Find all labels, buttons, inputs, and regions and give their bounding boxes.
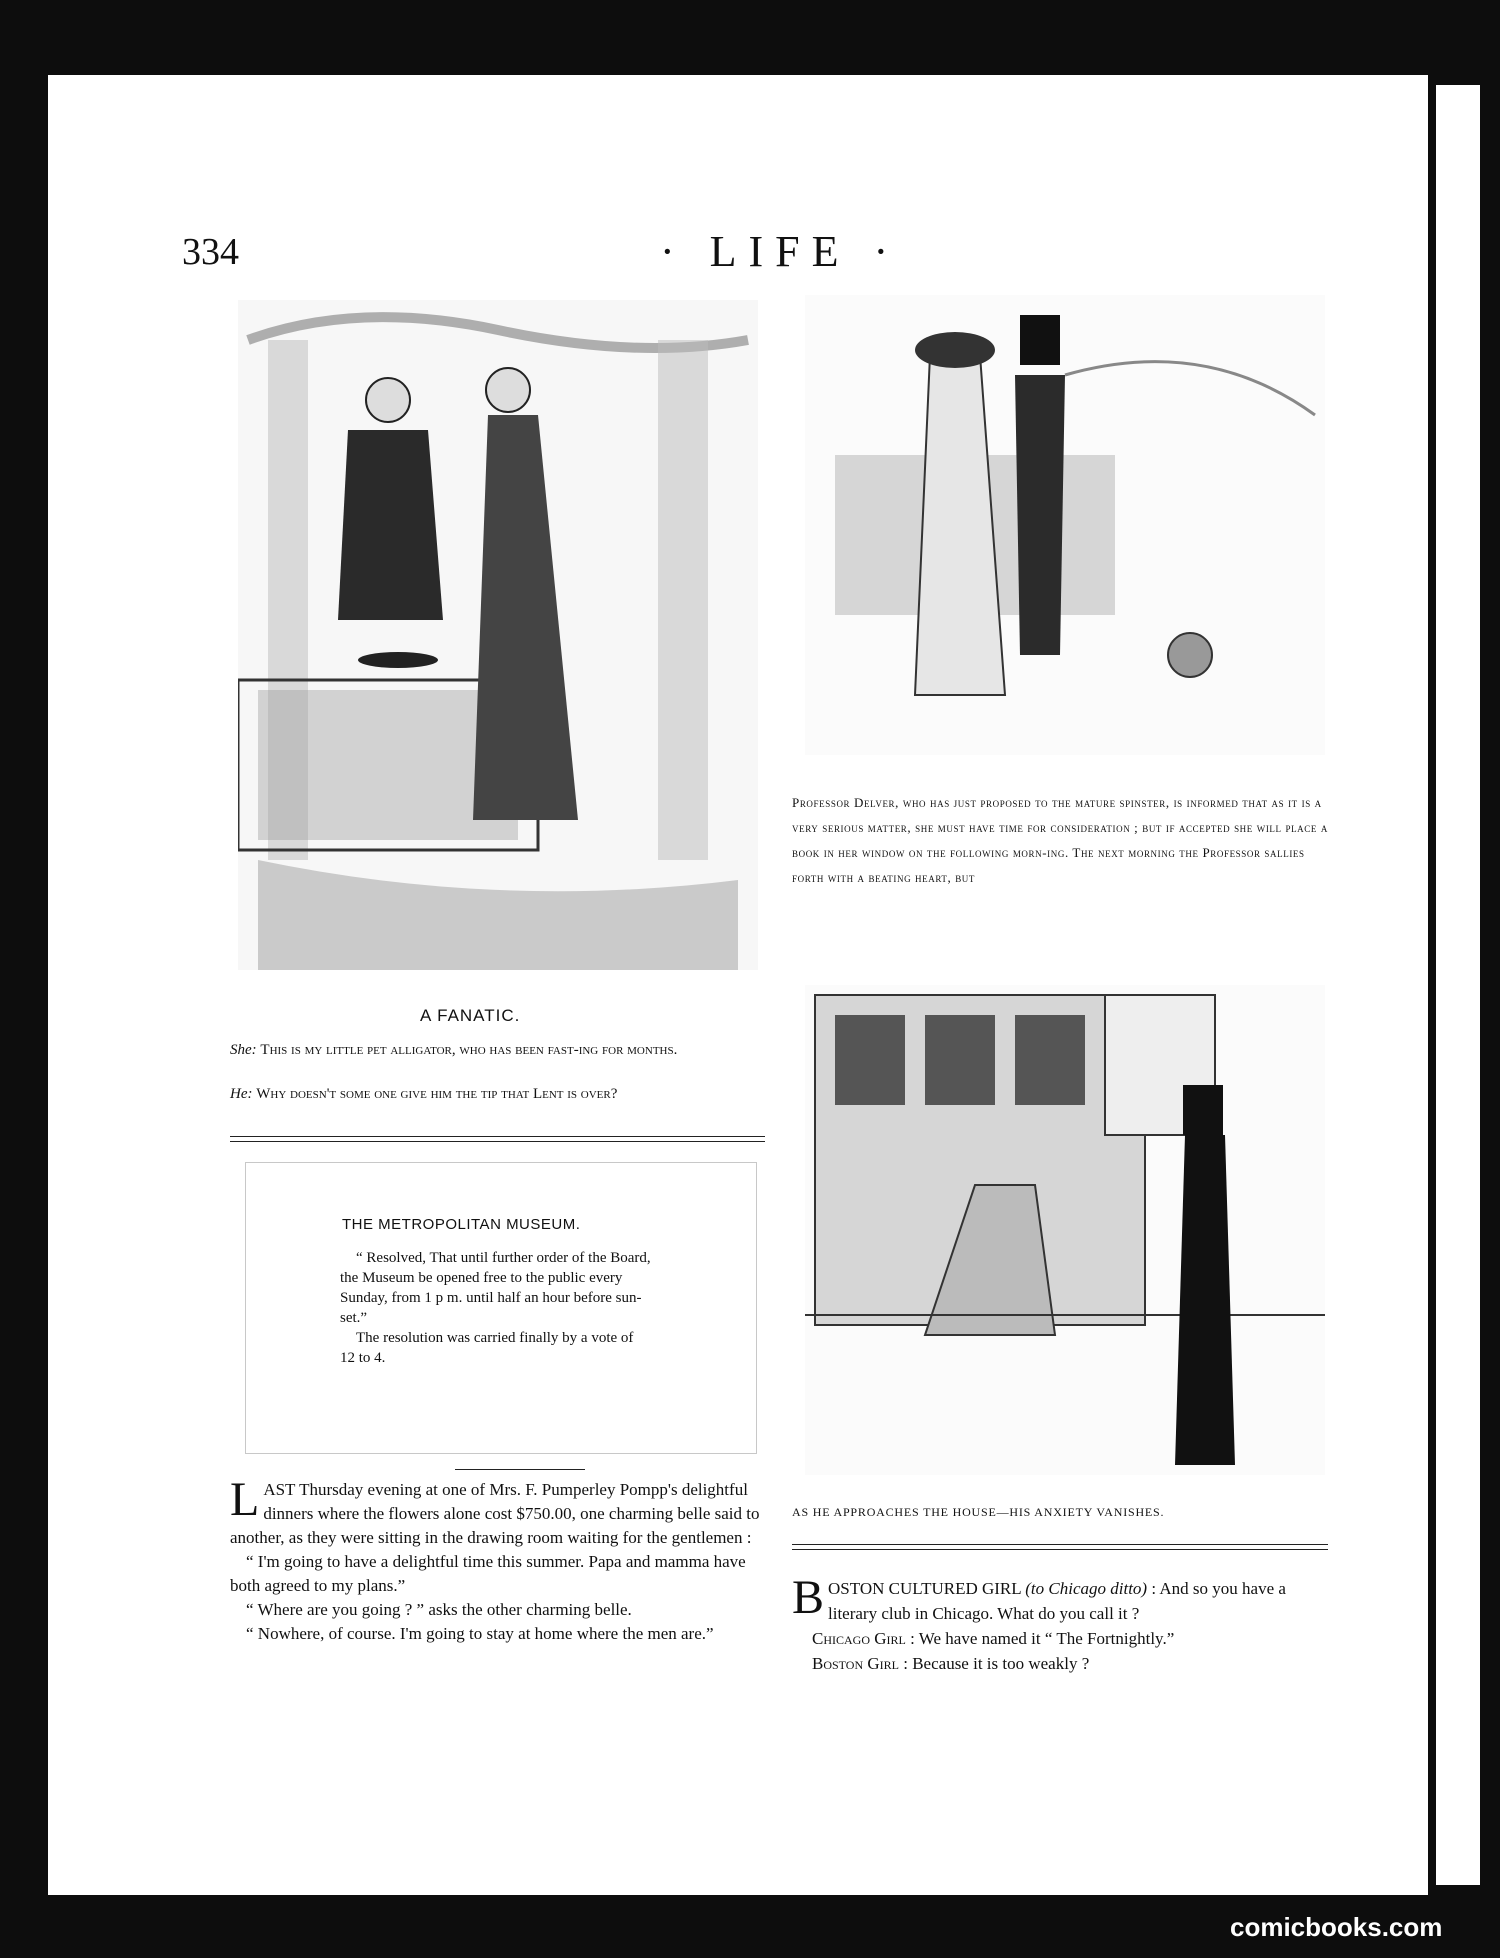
chicago-line: We have named it “ The Fortnightly.” [918,1629,1175,1648]
drop-cap: L [230,1473,260,1526]
boston-line-1: : And so you have a literary club in Chicago. What do you call it ? [828,1579,1286,1623]
boston-drop-cap: B [792,1571,825,1624]
boston-joke [792,1571,1328,1676]
fanatic-title: A FANATIC. [420,1006,521,1025]
speaker-boston-2: Boston Girl : [812,1654,908,1673]
story-para-3: “ Where are you going ? ” asks the other charming belle. [246,1600,632,1619]
fanatic-she-line [230,1040,765,1061]
dinner-story [230,1473,765,1646]
divider [230,1141,765,1142]
fanatic-illustration [238,300,758,970]
she-text: This is my little pet alligator, who has been fast-ing for months. [260,1042,678,1058]
he-label: He: [230,1086,253,1102]
aside: (to Chicago ditto) [1025,1579,1148,1598]
site-watermark: comicbooks.com [1230,1912,1443,1942]
museum-result: The resolution was carried finally by a vote of 12 to 4. [340,1330,634,1366]
masthead: · LIFE · [660,227,901,276]
house-caption: AS HE APPROACHES THE HOUSE—HIS ANXIETY VANISHES. [792,1505,1165,1519]
house-illustration [805,985,1325,1475]
museum-resolution: “ Resolved, That until further order of the Board, the Museum be opened free to the public every Sunday, from 1 p m. until half an hour before sun-set.” [340,1250,651,1326]
fanatic-he-line [230,1084,765,1105]
boston-line-2: Because it is too weakly ? [912,1654,1090,1673]
short-rule [455,1469,585,1470]
she-label: She: [230,1042,257,1058]
delver-paragraph: Professor Delver, who has just proposed to the mature spinster, is informed that as it is a very serious matter, she must have time for consideration ; but if accepted she will place a book in her window on the following morn-ing. The next morning the Professor sallies forth with a beating heart, but [792,795,1328,885]
divider [792,1549,1328,1550]
museum-title: THE METROPOLITAN MUSEUM. [342,1216,581,1233]
story-para-1: AST Thursday evening at one of Mrs. F. Pumperley Pompp's delightful dinners where the flowers alone cost $750.00, one charming belle said to another, as they were sitting in the drawing room waiting for the gentlemen : [230,1480,760,1547]
story-para-4: “ Nowhere, of course. I'm going to stay at home where the men are.” [246,1624,714,1643]
next-page-edge [1436,85,1480,1885]
divider [230,1136,765,1137]
speaker-boston: OSTON CULTURED GIRL [828,1579,1022,1598]
he-text: Why doesn't some one give him the tip that Lent is over? [256,1086,618,1102]
divider [792,1544,1328,1545]
story-para-2: “ I'm going to have a delightful time this summer. Papa and mamma have both agreed to my plans.” [230,1552,746,1595]
page-number: 334 [182,231,239,273]
speaker-chicago: Chicago Girl : [812,1629,915,1648]
bench-illustration [805,295,1325,755]
museum-text [340,1248,652,1368]
